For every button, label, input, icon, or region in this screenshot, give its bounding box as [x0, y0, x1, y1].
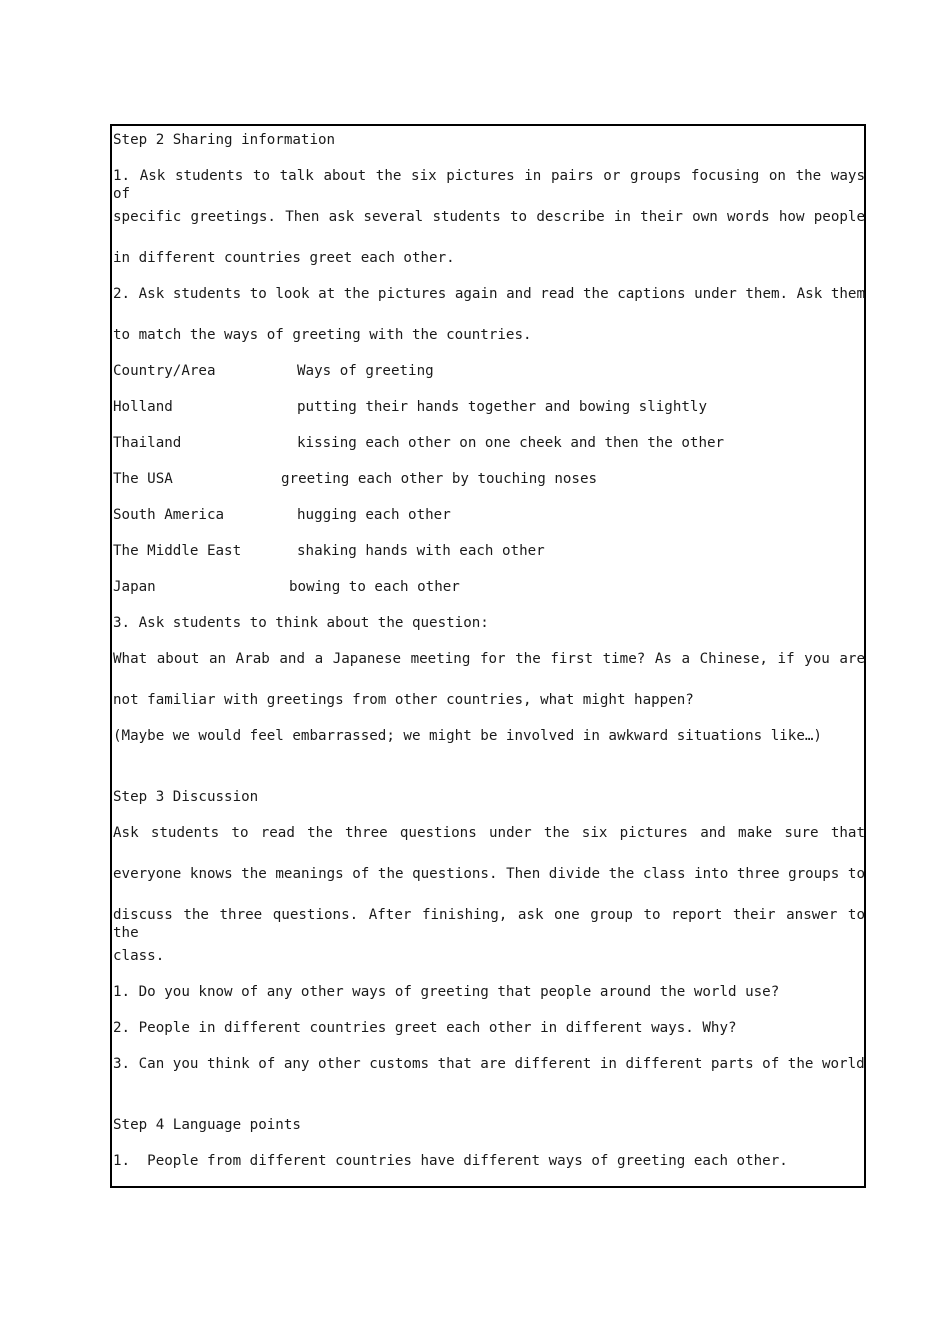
step2-item2-line2: to match the ways of greeting with the countries.	[113, 327, 532, 343]
table-row-country: Holland	[113, 399, 173, 415]
table-row-way: kissing each other on one cheek and then the other	[297, 435, 725, 451]
step3-question-1: 1. Do you know of any other ways of greeting that people around the world use?	[113, 984, 780, 1000]
step2-item2-line1: 2. Ask students to look at the pictures again and read the captions under them. Ask them	[113, 286, 865, 302]
table-row-country: The USA	[113, 471, 173, 487]
step4-heading: Step 4 Language points	[113, 1117, 301, 1133]
step3-heading: Step 3 Discussion	[113, 789, 259, 805]
table-row-way: putting their hands together and bowing slightly	[297, 399, 707, 415]
table-header-country: Country/Area	[113, 363, 216, 379]
step3-question-2: 2. People in different countries greet each other in different ways. Why?	[113, 1020, 737, 1036]
step2-heading: Step 2 Sharing information	[113, 132, 336, 148]
step3-para-line4: class.	[113, 948, 165, 964]
table-row-way: hugging each other	[297, 507, 451, 523]
step3-para-line1: Ask students to read the three questions under the six pictures and make sure that	[113, 825, 865, 841]
table-row-way: bowing to each other	[289, 579, 460, 595]
step3-question-3: 3. Can you think of any other customs that are different in different parts of the world	[113, 1056, 865, 1072]
step3-para-line2: everyone knows the meanings of the questions. Then divide the class into three groups to	[113, 866, 865, 882]
table-row-country: South America	[113, 507, 225, 523]
step2-item1-line2: specific greetings. Then ask several students to describe in their own words how people	[113, 209, 865, 225]
table-row-way: shaking hands with each other	[297, 543, 545, 559]
table-row-country: Japan	[113, 579, 156, 595]
step2-item3-line1: 3. Ask students to think about the question:	[113, 615, 489, 631]
table-row-country: Thailand	[113, 435, 182, 451]
step2-item3-line4: (Maybe we would feel embarrassed; we might be involved in awkward situations like…)	[113, 728, 822, 744]
step2-item1-line3: in different countries greet each other.	[113, 250, 455, 266]
step2-item1-line1: 1. Ask students to talk about the six pictures in pairs or groups focusing on the ways of	[113, 168, 865, 202]
table-row-way: greeting each other by touching noses	[281, 471, 598, 487]
step3-para-line3: discuss the three questions. After finishing, ask one group to report their answer to the	[113, 907, 865, 941]
table-row-country: The Middle East	[113, 543, 242, 559]
step4-point-1: 1. People from different countries have different ways of greeting each other.	[113, 1153, 788, 1169]
table-header-way: Ways of greeting	[297, 363, 434, 379]
step2-item3-line3: not familiar with greetings from other countries, what might happen?	[113, 692, 694, 708]
step2-item3-line2: What about an Arab and a Japanese meeting for the first time? As a Chinese, if you are	[113, 651, 865, 667]
